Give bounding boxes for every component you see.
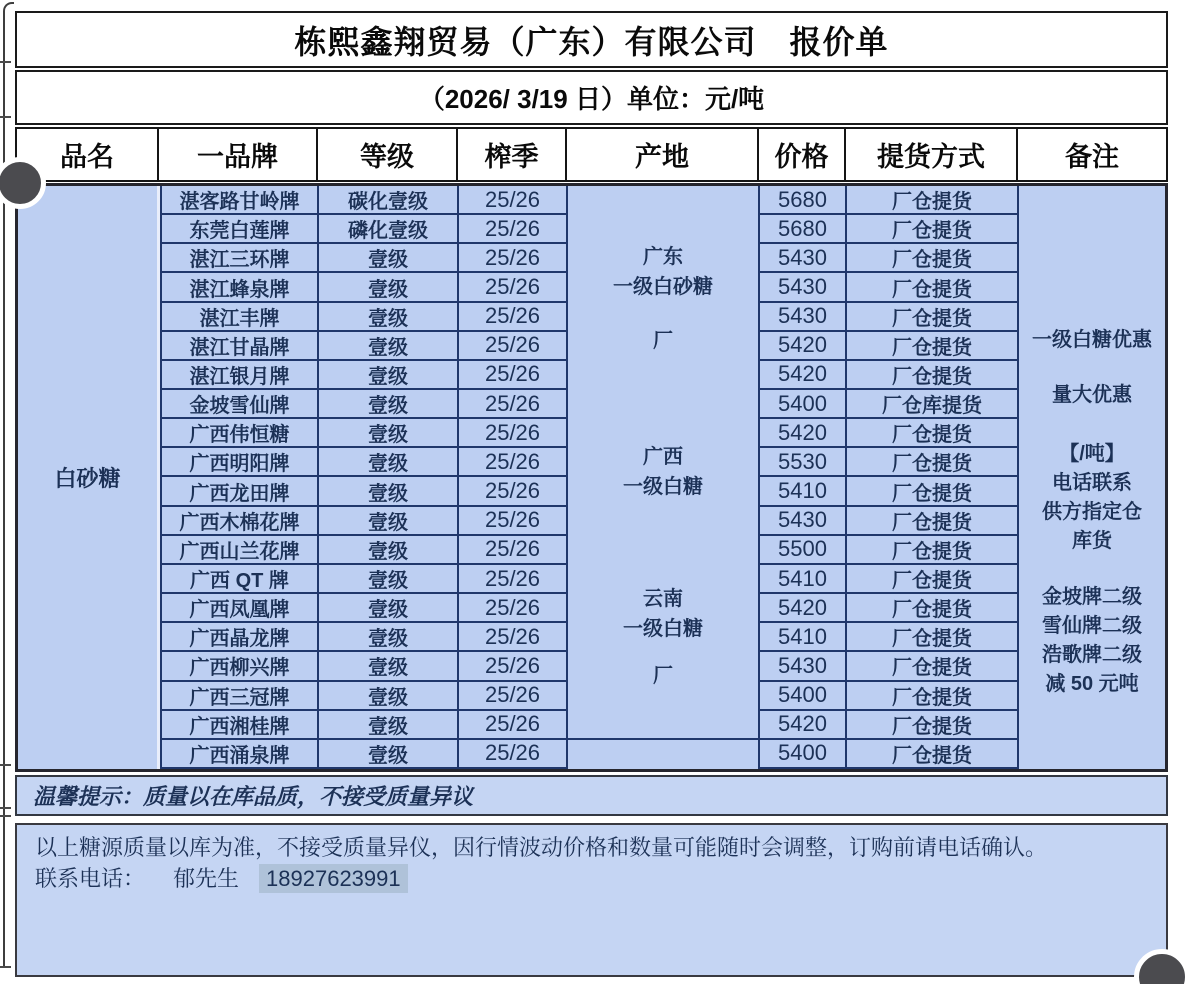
delivery-cell: 厂仓提货 [847, 273, 1019, 302]
season-cell: 25/26 [459, 273, 568, 302]
page-edge-tick [0, 61, 11, 63]
origin-text-block: 厂 [653, 330, 673, 352]
brand-cell: 广西 QT 牌 [160, 565, 319, 594]
season-cell: 25/26 [459, 565, 568, 594]
price-cell: 5530 [760, 448, 847, 477]
delivery-cell: 厂仓提货 [847, 565, 1019, 594]
delivery-cell: 厂仓提货 [847, 536, 1019, 565]
brand-cell: 广西木棉花牌 [160, 507, 319, 536]
origin-empty-cell [568, 740, 760, 769]
grade-cell: 壹级 [319, 332, 459, 361]
season-cell: 25/26 [459, 419, 568, 448]
brand-cell: 广西明阳牌 [160, 448, 319, 477]
delivery-cell: 厂仓提货 [847, 652, 1019, 681]
delivery-cell: 厂仓提货 [847, 448, 1019, 477]
price-cell: 5410 [760, 477, 847, 506]
price-cell: 5430 [760, 244, 847, 273]
origin-cell [568, 186, 760, 740]
price-cell: 5400 [760, 390, 847, 419]
price-cell: 5410 [760, 623, 847, 652]
delivery-cell: 厂仓提货 [847, 419, 1019, 448]
price-cell: 5680 [760, 186, 847, 215]
contact-name: 郁先生 [173, 866, 240, 891]
brand-cell: 广西凤凰牌 [160, 594, 319, 623]
brand-cell: 湛江银月牌 [160, 361, 319, 390]
brand-cell: 湛客路甘岭牌 [160, 186, 319, 215]
season-cell: 25/26 [459, 623, 568, 652]
header-cell: 一品牌 [159, 129, 318, 180]
delivery-cell: 厂仓提货 [847, 594, 1019, 623]
season-cell: 25/26 [459, 536, 568, 565]
price-cell: 5420 [760, 419, 847, 448]
grade-cell: 壹级 [319, 477, 459, 506]
grade-cell: 壹级 [319, 536, 459, 565]
season-cell: 25/26 [459, 215, 568, 244]
brand-cell: 广西晶龙牌 [160, 623, 319, 652]
origin-text-block: 云南 一级白糖 [623, 588, 703, 640]
brand-cell: 东莞白莲牌 [160, 215, 319, 244]
season-cell: 25/26 [459, 244, 568, 273]
season-cell: 25/26 [459, 390, 568, 419]
header-cell: 备注 [1065, 142, 1119, 172]
grade-cell: 碳化壹级 [319, 186, 459, 215]
season-cell: 25/26 [459, 186, 568, 215]
brand-cell: 湛江丰牌 [160, 303, 319, 332]
page-edge [0, 0, 14, 970]
season-cell: 25/26 [459, 303, 568, 332]
page-edge-tick [0, 807, 11, 809]
season-cell: 25/26 [459, 507, 568, 536]
price-cell: 5430 [760, 303, 847, 332]
footer-note [15, 823, 1168, 977]
footer-line2 [35, 863, 1166, 894]
remark-text-block: 一级白糖优惠 [1032, 329, 1152, 351]
brand-cell: 广西涌泉牌 [160, 740, 319, 769]
delivery-cell: 厂仓提货 [847, 623, 1019, 652]
brand-cell: 广西伟恒糖 [160, 419, 319, 448]
grade-cell: 壹级 [319, 361, 459, 390]
season-cell: 25/26 [459, 740, 568, 769]
origin-text-block: 广东 一级白砂糖 [613, 246, 713, 298]
origin-text-block: 广西 一级白糖 [623, 446, 703, 498]
remark-text-block: 【/吨】 电话联系 供方指定仓 库货 [1042, 443, 1142, 552]
season-cell: 25/26 [459, 361, 568, 390]
price-cell: 5420 [760, 711, 847, 740]
delivery-cell: 厂仓库提货 [847, 390, 1019, 419]
grade-cell: 壹级 [319, 652, 459, 681]
header-cell: 品名 [17, 129, 159, 180]
price-table-body [15, 183, 1168, 772]
price-cell: 5400 [760, 682, 847, 711]
grade-cell: 壹级 [319, 419, 459, 448]
delivery-cell: 厂仓提货 [847, 711, 1019, 740]
brand-cell: 湛江三环牌 [160, 244, 319, 273]
season-cell: 25/26 [459, 477, 568, 506]
product-name-cell: 白砂糖 [18, 186, 160, 769]
delivery-cell: 厂仓提货 [847, 507, 1019, 536]
brand-cell: 广西山兰花牌 [160, 536, 319, 565]
header-cell: 等级 [318, 129, 458, 180]
grade-cell: 壹级 [319, 507, 459, 536]
delivery-cell: 厂仓提货 [847, 477, 1019, 506]
footer-line1: 以上糖源质量以库为准，不接受质量异仪，因行情波动价格和数量可能随时会调整，订购前请电话确认。 [35, 835, 1048, 860]
header-cell: 榨季 [458, 129, 567, 180]
phone-number[interactable]: 18927623991 [259, 864, 408, 893]
remark-cell [1019, 186, 1165, 769]
grade-cell: 壹级 [319, 448, 459, 477]
price-cell: 5430 [760, 652, 847, 681]
page-edge-tick [0, 116, 11, 118]
grade-cell: 磷化壹级 [319, 215, 459, 244]
table-header-row [15, 127, 1168, 182]
season-cell: 25/26 [459, 711, 568, 740]
header-cell: 提货方式 [846, 129, 1018, 180]
grade-cell: 壹级 [319, 273, 459, 302]
brand-cell: 广西龙田牌 [160, 477, 319, 506]
delivery-cell: 厂仓提货 [847, 332, 1019, 361]
grade-cell: 壹级 [319, 390, 459, 419]
brand-cell: 湛江蜂泉牌 [160, 273, 319, 302]
price-cell: 5420 [760, 332, 847, 361]
delivery-cell: 厂仓提货 [847, 303, 1019, 332]
delivery-cell: 厂仓提货 [847, 740, 1019, 769]
grade-cell: 壹级 [319, 303, 459, 332]
price-cell: 5420 [760, 594, 847, 623]
delivery-cell: 厂仓提货 [847, 186, 1019, 215]
origin-text-block: 厂 [653, 665, 673, 687]
brand-cell: 金坡雪仙牌 [160, 390, 319, 419]
grade-cell: 壹级 [319, 711, 459, 740]
brand-cell: 广西三冠牌 [160, 682, 319, 711]
delivery-cell: 厂仓提货 [847, 244, 1019, 273]
grade-cell: 壹级 [319, 740, 459, 769]
price-cell: 5430 [760, 507, 847, 536]
remark-text-block: 金坡牌二级 雪仙牌二级 浩歌牌二级 减 50 元吨 [1042, 586, 1142, 695]
season-cell: 25/26 [459, 682, 568, 711]
grade-cell: 壹级 [319, 565, 459, 594]
notice-bar: 温馨提示：质量以在库品质，不接受质量异议 [15, 775, 1168, 816]
delivery-cell: 厂仓提货 [847, 361, 1019, 390]
header-cell: 价格 [759, 129, 846, 180]
grade-cell: 壹级 [319, 244, 459, 273]
delivery-cell: 厂仓提货 [847, 215, 1019, 244]
date-unit-line: （2026/ 3/19 日）单位：元/吨 [15, 70, 1168, 125]
season-cell: 25/26 [459, 652, 568, 681]
page-edge-tick [0, 815, 11, 817]
header-cell: 产地 [567, 129, 759, 180]
contact-label: 联系电话： [35, 866, 146, 891]
page-edge-tick [0, 966, 11, 968]
remark-text-block: 量大优惠 [1052, 384, 1132, 406]
page-edge-tick [0, 764, 11, 766]
season-cell: 25/26 [459, 332, 568, 361]
delivery-cell: 厂仓提货 [847, 682, 1019, 711]
price-cell: 5430 [760, 273, 847, 302]
price-cell: 5410 [760, 565, 847, 594]
page-edge-line [3, 2, 14, 968]
company-title: 栋熙鑫翔贸易（广东）有限公司 报价单 [15, 11, 1168, 68]
brand-cell: 广西湘桂牌 [160, 711, 319, 740]
grade-cell: 壹级 [319, 623, 459, 652]
brand-cell: 广西柳兴牌 [160, 652, 319, 681]
season-cell: 25/26 [459, 448, 568, 477]
brand-cell: 湛江甘晶牌 [160, 332, 319, 361]
season-cell: 25/26 [459, 594, 568, 623]
price-cell: 5400 [760, 740, 847, 769]
price-cell: 5680 [760, 215, 847, 244]
grade-cell: 壹级 [319, 594, 459, 623]
grade-cell: 壹级 [319, 682, 459, 711]
price-cell: 5500 [760, 536, 847, 565]
price-cell: 5420 [760, 361, 847, 390]
